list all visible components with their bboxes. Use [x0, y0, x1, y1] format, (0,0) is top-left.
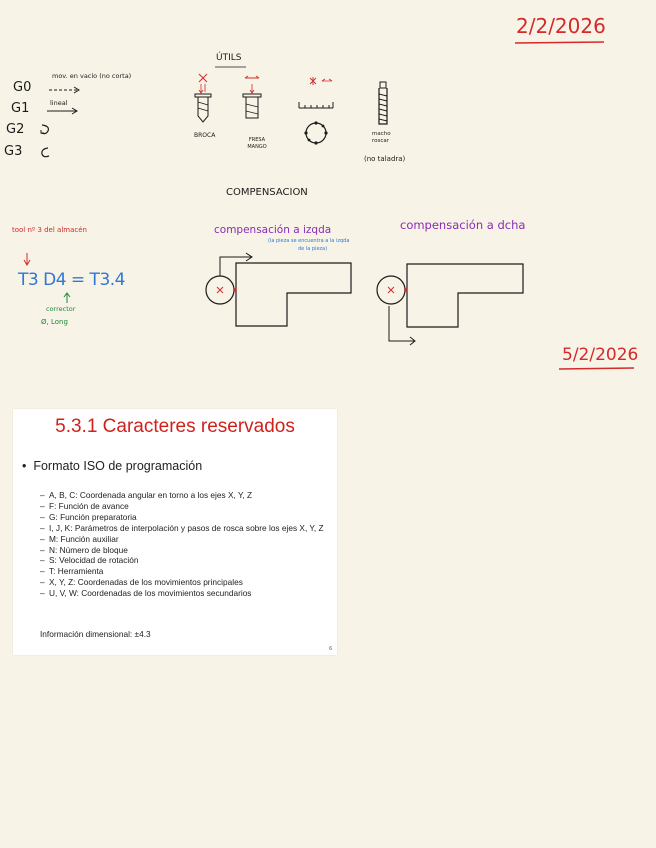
corrector-arrow	[62, 292, 72, 304]
slide-page-number: 6	[329, 646, 332, 652]
gcode-g3: G3	[4, 144, 23, 159]
gcode-g1-note: lineal	[50, 99, 68, 107]
list-item: – U, V, W: Coordenadas de los movimientos secundarios	[40, 588, 325, 599]
g0-dashed-arrow	[48, 86, 82, 94]
list-item: – G: Función preparatoria	[40, 512, 325, 523]
list-item: – N: Número de bloque	[40, 545, 325, 556]
list-item: – A, B, C: Coordenada angular en torno a los ejes X, Y, Z	[40, 490, 325, 501]
g3-ccw-arc-icon	[38, 145, 54, 159]
comp-right-label: compensación a dcha	[400, 218, 526, 232]
slide-info: Información dimensional: ±4.3	[40, 629, 151, 639]
compensacion-heading: COMPENSACION	[226, 187, 308, 198]
slide-title: 5.3.1 Caracteres reservados	[55, 416, 295, 437]
bullet-dot-icon: •	[22, 459, 34, 473]
gcode-g0-note: mov. en vacío (no corta)	[52, 72, 132, 80]
list-item: – S: Velocidad de rotación	[40, 555, 325, 566]
label-broca: BROCA	[194, 132, 216, 139]
comp-left-note-1: (la pieza se encuentra a la izqda	[268, 238, 350, 244]
date-second: 5/2/2026	[562, 345, 639, 365]
corrector-label: corrector	[46, 305, 76, 313]
list-item: – T: Herramienta	[40, 566, 325, 577]
g2-cw-arc-icon	[38, 122, 54, 136]
date-second-underline	[558, 366, 638, 372]
comp-left-note-2: de la pieza)	[298, 246, 328, 252]
slide-item-list	[40, 490, 325, 599]
date-first-underline	[514, 40, 606, 46]
comp-left-label: compensación a izqda	[214, 224, 332, 236]
tap-icon	[370, 80, 400, 130]
list-item: – I, J, K: Parámetros de interpolación y pasos de rosca sobre los ejes X, Y, Z	[40, 523, 325, 534]
end-mill-icon	[238, 72, 268, 132]
slide-bullet	[22, 459, 202, 473]
slide-bullet-text: Formato ISO de programación	[33, 459, 203, 473]
label-fresa: FRESA MANGO	[247, 137, 267, 150]
tool-note: tool nº 3 del almacén	[12, 226, 87, 234]
g1-arrow	[46, 107, 80, 115]
drill-bit-icon	[190, 72, 220, 132]
date-first: 2/2/2026	[516, 14, 606, 38]
slide-card	[13, 409, 337, 655]
utiles-heading-underline	[214, 65, 248, 69]
tool-note-arrow	[22, 252, 32, 268]
utiles-heading: ÚTILS	[216, 53, 242, 63]
gcode-g1: G1	[11, 101, 30, 116]
comp-right-diagram	[372, 258, 532, 348]
label-macho-note: (no taladra)	[364, 155, 406, 163]
gcode-g2: G2	[6, 122, 25, 137]
tool-code: T3 D4 = T3.4	[18, 270, 125, 290]
gcode-g0: G0	[13, 80, 32, 95]
list-item: – F: Función de avance	[40, 501, 325, 512]
comp-left-diagram	[200, 245, 360, 335]
mill-cutter-icon	[296, 74, 344, 150]
label-macho: macho roscar	[372, 131, 391, 144]
list-item: – X, Y, Z: Coordenadas de los movimientos principales	[40, 577, 325, 588]
corrector-detail: Ø, Long	[41, 318, 68, 326]
list-item: – M: Función auxiliar	[40, 534, 325, 545]
